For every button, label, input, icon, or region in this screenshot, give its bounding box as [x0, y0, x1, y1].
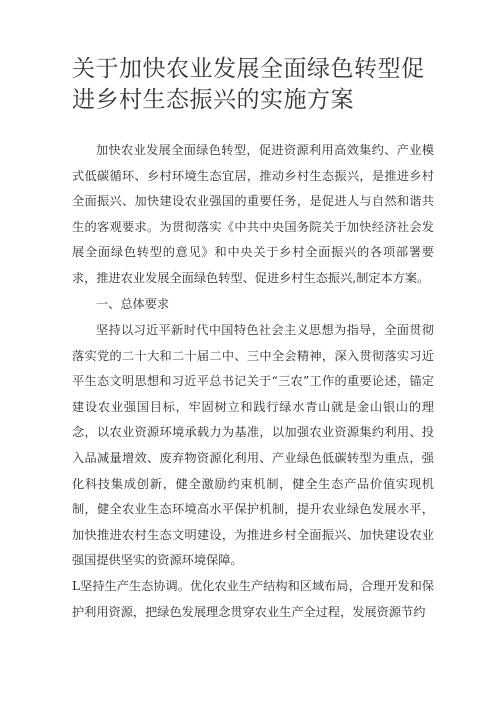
principle-1-paragraph: L坚持生产生态协调。优化农业生产结构和区域布局，合理开发和保护利用资源，把绿色发展理念贯穿农业生产全过程，发展资源节约: [72, 579, 434, 619]
overall-requirements-paragraph: 坚持以习近平新时代中国特色社会主义思想为指导，全面贯彻落实党的二十大和二十届二中、三中全会精神，深入贯彻落实习近平生态文明思想和习近平总书记关于“三农”工作的重要论述，锚定建设农业强国目标，牢固树立和践行绿水青山就是金山银山的理念，以农业资源环境承载力为基准，以加强农业资源集约利用、投入品减量增效、废弃物资源化利用、产业绿色低碳转型为重点，强化科技集成创新，健全激励约束机制，健全生态产品价值实现机制，健全农业生态环境高水平保护机制，提升农业绿色发展水平，加快推进农村生态文明建设，为推进乡村全面振兴、加快建设农业强国提供坚实的资源环境保障。: [72, 323, 434, 568]
document-title: 关于加快农业发展全面绿色转型促进乡村生态振兴的实施方案: [72, 56, 425, 113]
intro-paragraph: 加快农业发展全面绿色转型，促进资源利用高效集约、产业模式低碳循环、乡村环境生态宜居，推动乡村生态振兴，是推进乡村全面振兴、加快建设农业强国的重要任务，是促进人与自然和谐共生的客观要求。为贯彻落实《中共中央国务院关于加快经济社会发展全面绿色转型的意见》和中央关于乡村全面振兴的各项部署要求，推进农业发展全面绿色转型、促进乡村生态振兴,制定本方案。: [72, 143, 434, 285]
section-heading-overall-requirements: 一、总体要求: [96, 297, 170, 311]
